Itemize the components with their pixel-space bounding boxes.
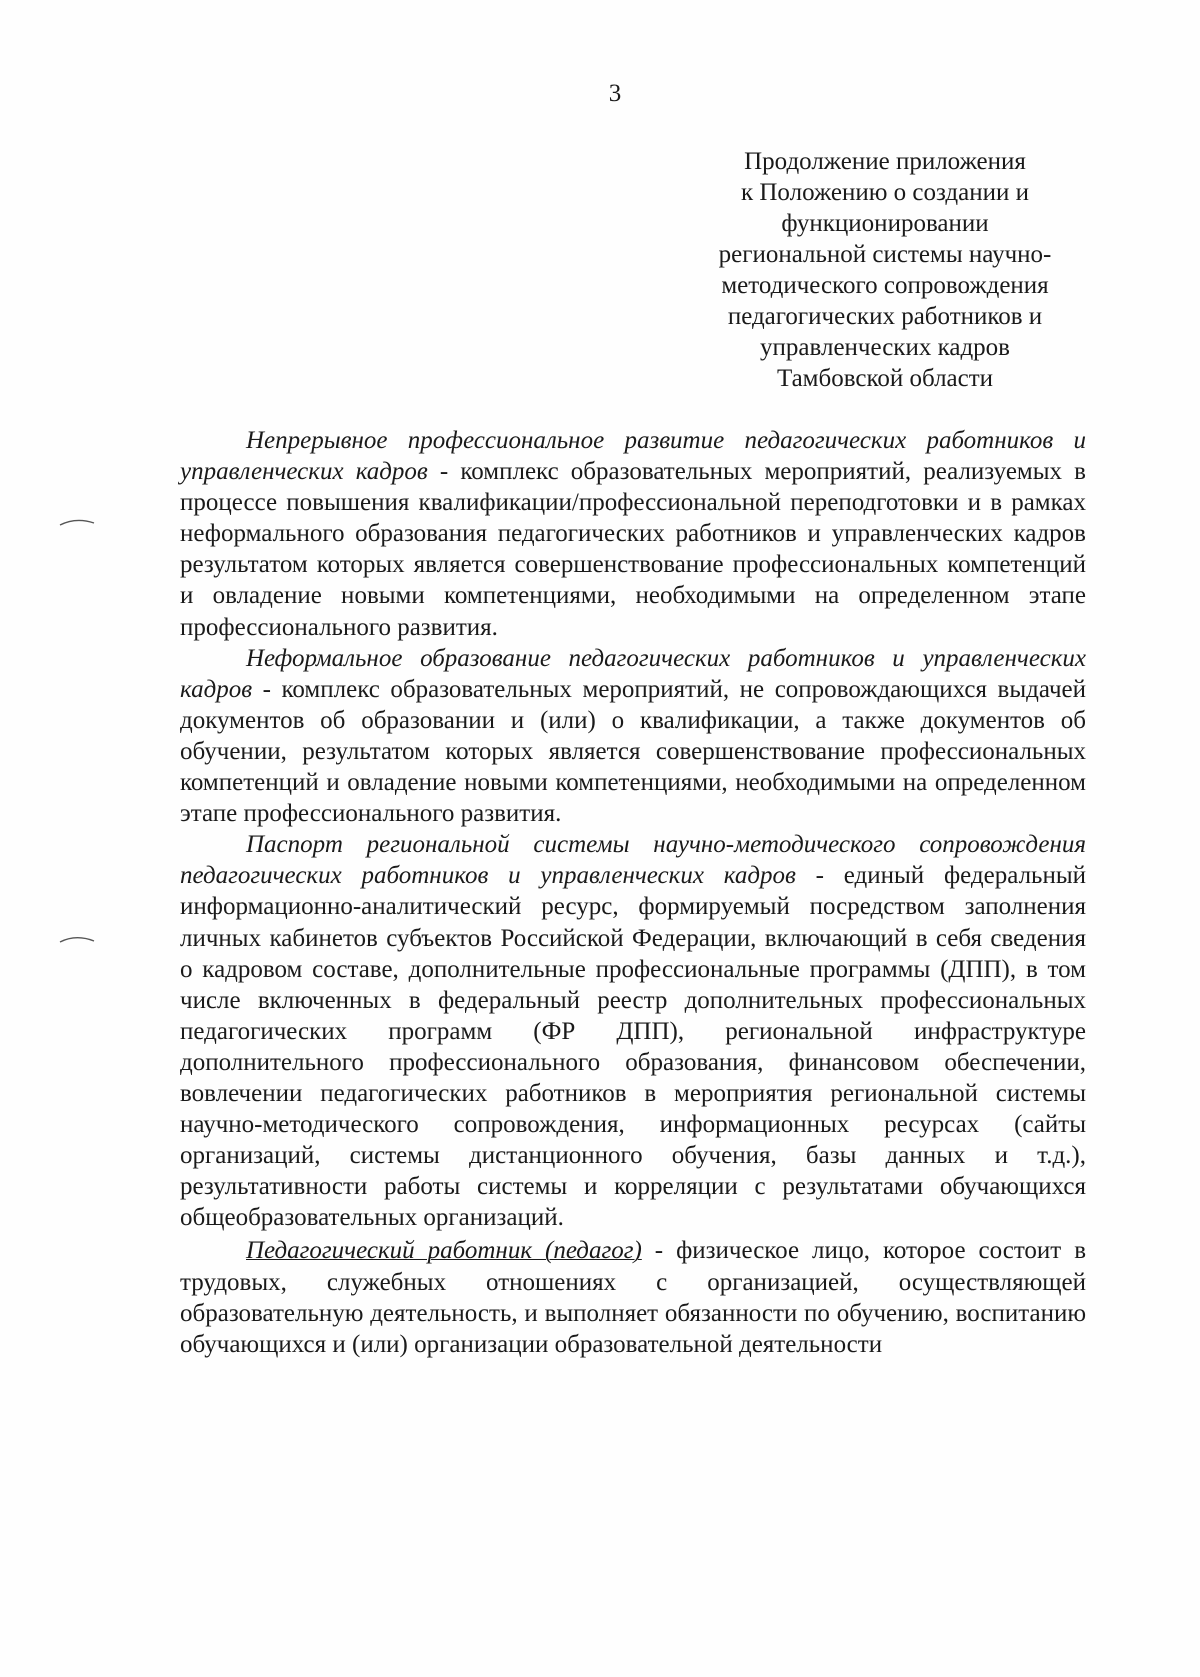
defined-term: Педагогический работник (педагог) (246, 1237, 642, 1265)
definition-paragraph (180, 829, 1086, 1233)
definition-text: - комплекс образовательных мероприятий, реализуемых в процессе повышения квалификации/профессиональной переподготовки и в рамках неформального образования педагогических работников и управленческих кадров результатом которых является совершенствование профессиональных компетенций и овладение новыми компетенциями, необходимыми на определенном этапе профессионального развития. (180, 458, 1086, 641)
heading-line: педагогических работников и (727, 303, 1043, 330)
heading-line: методического сопровождения (721, 272, 1049, 299)
definition-text: - комплекс образовательных мероприятий, не сопровождающихся выдачей документов об образовании и (или) о квалификации, а также документов об обучении, результатом которых является совершенствование профессиональных компетенций и овладение новыми компетенциями, необходимыми на определенном этапе профессионального развития. (180, 675, 1086, 828)
heading-line: управленческих кадров (760, 334, 1010, 361)
definition-paragraph (180, 643, 1086, 830)
defined-term: Неформальное образование педагогических работников и управленческих кадров (180, 644, 1086, 703)
heading-line: к Положению о создании и (740, 179, 1030, 206)
definition-paragraph (180, 1235, 1086, 1359)
heading-line: Тамбовской области (776, 365, 994, 392)
definition-paragraph (180, 425, 1086, 643)
heading-line: Продолжение приложения (744, 148, 1026, 175)
scan-artifact-mark (58, 932, 98, 946)
page-number: 3 (608, 80, 622, 107)
document-body (180, 425, 1086, 1360)
appendix-heading (690, 146, 1080, 394)
definition-text: - единый федеральный информационно-аналитический ресурс, формируемый посредством заполнения личных кабинетов субъектов Российской Федерации, включающий в себя сведения о кадровом составе, дополнительные профессиональные программы (ДПП), в том числе включенных в федеральный реестр дополнительных профессиональных педагогических программ (ФР ДПП), региональной инфраструктуре дополнительного профессионального образования, финансовом обеспечении, вовлечении педагогических работников в мероприятия региональной системы научно-методического сопровождения, информационных ресурсах (сайты организаций, системы дистанционного обучения, базы данных и т.д.), результативности работы системы и корреляции с результатами обучающихся общеобразовательных организаций. (180, 862, 1086, 1232)
heading-line: функционировании (781, 210, 989, 237)
defined-term: Непрерывное профессиональное развитие педагогических работников и управленческих кадров (180, 427, 1086, 486)
heading-line: региональной системы научно- (718, 241, 1052, 268)
scan-artifact-mark (58, 515, 98, 529)
definition-text: - физическое лицо, которое состоит в трудовых, служебных отношениях с организацией, осуществляющей образовательную деятельность, и выполняет обязанности по обучению, воспитанию обучающихся и (или) организации образовательной деятельности (180, 1237, 1087, 1358)
defined-term: Паспорт региональной системы научно-методического сопровождения педагогических работников и управленческих кадров (180, 831, 1086, 890)
